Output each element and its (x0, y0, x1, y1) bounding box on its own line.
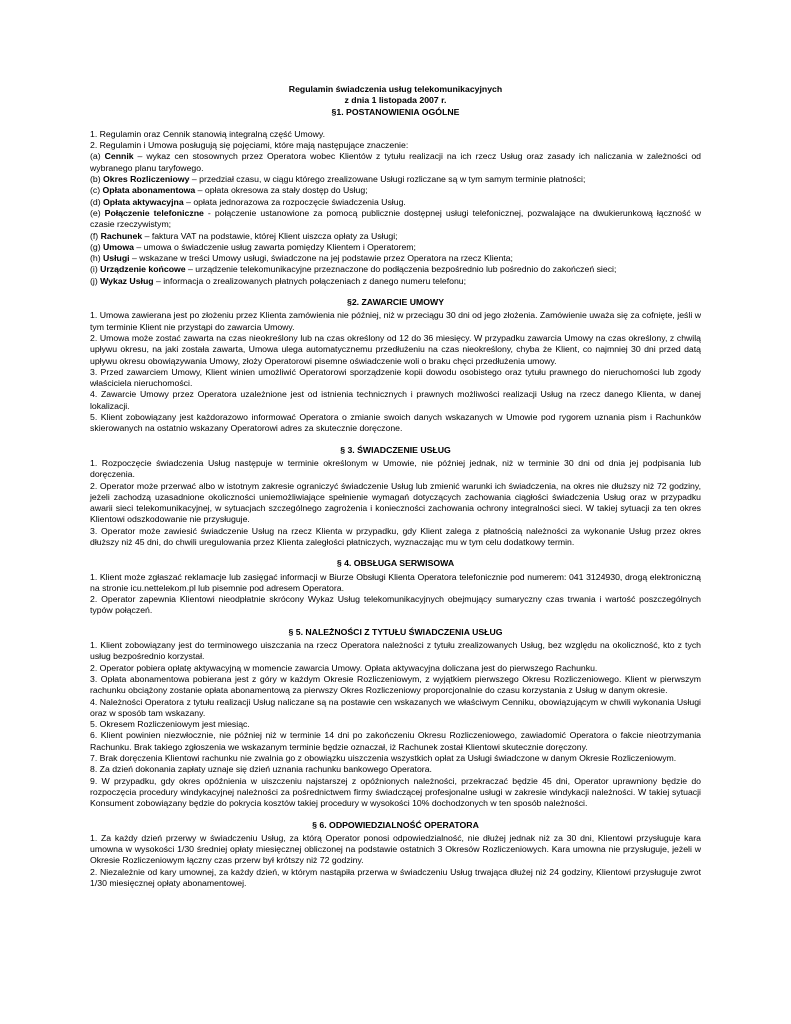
definition-item: (e) Połączenie telefoniczne - połączenie ustanowione za pomocą publicznie dostępnej usługi telefonicznej, pozwalające na dwukierunkową łączność w czasie rzeczywistym; (90, 207, 702, 230)
s5-paragraph: 6. Klient powinien niezwłocznie, nie później niż w terminie 14 dni po zakończeniu Okresu Rozliczeniowego, zawiadomić Operatora o fakcie nieotrzymania Rachunku. Brak takiego zgłoszenia we wskazanym terminie będzie oznaczał, iż Rachunek został Klientowi skutecznie doręczony. (90, 730, 701, 752)
s5-paragraph: 3. Opłata abonamentowa pobierana jest z góry w każdym Okresie Rozliczeniowym, z wyjątkiem pierwszego Okresu Rozliczeniowego. Klient w pierwszym rachunku obciążony zostanie opłata abonamentową za pierwszy Okres Rozliczeniowy proporcjonalnie do czasu korzystania z Usług w danym okresie. (90, 673, 701, 696)
definition-term: Okres Rozliczeniowy (103, 174, 190, 185)
definition-term: Cennik (104, 151, 134, 162)
s1-paragraph: 2. Regulamin i Umowa posługują się pojęciami, które mają następujące znaczenie: (90, 140, 409, 151)
document-date: z dnia 1 listopada 2007 r. (344, 95, 447, 106)
definition-term: Wykaz Usług (100, 275, 154, 286)
definition-term: Opłata abonamentowa (102, 185, 196, 196)
s2-paragraph: 1. Umowa zawierana jest po złożeniu przez Klienta zamówienia nie później, niż w przeciągu 30 dni od jego złożenia. Zamówienie uważa się za cofnięte, jeśli w tym terminie Klient nie przystąpi do zawarcia Umowy. (90, 310, 701, 332)
s5-paragraph: 7. Brak doręczenia Klientowi rachunku nie zwalnia go z obowiązku uiszczenia wszystkich opłat za Usługi świadczone w danym Okresie Rozliczeniowym. (90, 753, 677, 764)
s5-paragraph: 2. Operator pobiera opłatę aktywacyjną w momencie zawarcia Umowy. Opłata aktywacyjna doliczana jest do pierwszego Rachunku. (90, 662, 598, 673)
definition-term: Usługi (103, 253, 130, 264)
definition-term: Umowa (103, 241, 134, 252)
section-4-title: § 4. OBSŁUGA SERWISOWA (336, 558, 455, 569)
s2-paragraph: 2. Umowa może zostać zawarta na czas nieokreślony lub na czas określony od 12 do 36 miesięcy. W przypadku zawarcia Umowy na czas określony, z chwilą upływu okresu, na jaki została zawarta, Umowa ulega automatycznemu przedłużeniu na czas nieokreślony, chyba że Klient, co najmniej 30 dni przed datą upływu okresu obowiązywania Umowy, złoży Operatorowi pisemne oświadczenie woli o braku chęci przedłużenia umowy. (90, 332, 701, 366)
s4-paragraph: 2. Operator zapewnia Klientowi nieodpłatnie skrócony Wykaz Usług telekomunikacyjnych obejmujący sumaryczny czas trwania i wartość poszczególnych typów połączeń. (90, 594, 701, 616)
s1-paragraph: 1. Regulamin oraz Cennik stanowią integralną część Umowy. (90, 128, 325, 139)
s2-paragraph: 5. Klient zobowiązany jest każdorazowo informować Operatora o zmianie swoich danych wskazanych w Umowie pod rygorem uznania pism i Rachunków skierowanych na ostatnio wskazany Operatorowi adres za skutecznie doręczone. (90, 412, 701, 434)
s3-paragraph: 3. Operator może zawiesić świadczenie Usług na rzecz Klienta w przypadku, gdy Klient zalega z płatnością należności za wykonanie Usług przez okres dłuższy niż 45 dni, do chwili uregulowania przez Klienta zaległości płatniczych, wyznaczając mu w tym celu dodatkowy termin. (90, 525, 701, 547)
s6-paragraph: 2. Niezależnie od kary umownej, za każdy dzień, w którym nastąpiła przerwa w świadczeniu Usług trwająca dłużej niż 24 godziny, Klientowi przysługuje zwrot 1/30 miesięcznej opłaty abonamentowej. (90, 866, 701, 888)
document-title: Regulamin świadczenia usług telekomunikacyjnych (288, 84, 503, 94)
s6-paragraph: 1. Za każdy dzień przerwy w świadczeniu Usług, za którą Operator ponosi odpowiedzialność, nie dłużej jednak niż za 30 dni, Klientowi przysługuje kara umowna w wysokości 1/30 średniej opłaty miesięcznej obliczonej na podstawie ostatnich 3 Okresów Rozliczeniowych. Kara umowna nie przysługuje, jeżeli w Okresie Rozliczeniowym łączny czas przerw był krótszy niż 72 godziny. (90, 832, 701, 866)
s5-paragraph: 9. W przypadku, gdy okres opóźnienia w uiszczeniu najstarszej z opóźnionych należności, przekraczać będzie 45 dni, Operator uprawniony będzie do rozpoczęcia procedury windykacyjnej należności za pośrednictwem firmy świadczącej profesjonalne usługi w zakresie windykacji należności. W takiej sytuacji Konsument zobowiązany będzie do pokrycia kosztów takiej procedury w wysokości 10% dochodzonych w ten sposób należności. (90, 775, 701, 809)
s3-paragraph: 1. Rozpoczęcie świadczenia Usług następuje w terminie określonym w Umowie, nie później jednak, niż w terminie 30 dni od dnia jej podpisania lub doręczenia. (90, 457, 701, 480)
section-1-title: §1. POSTANOWIENIA OGÓLNE (331, 106, 460, 117)
definition-item: (c) Opłata abonamentowa – opłata okresowa za stały dostęp do Usług; (90, 185, 368, 196)
definition-term: Opłata aktywacyjna (103, 196, 184, 207)
section-2-title: §2. ZAWARCIE UMOWY (346, 297, 445, 308)
definition-item: (f) Rachunek – faktura VAT na podstawie, której Klient uiszcza opłaty za Usługi; (90, 230, 398, 241)
section-3-title: § 3. ŚWIADCZENIE USŁUG (340, 444, 451, 455)
s4-paragraph: 1. Klient może zgłaszać reklamacje lub zasięgać informacji w Biurze Obsługi Klienta Operatora telefonicznie pod numerem: 041 3124930, drogą elektroniczną na stronie icu.nettelekom.pl lub pisemnie pod adresem Operatora. (90, 571, 701, 593)
definition-item: (d) Opłata aktywacyjna – opłata jednorazowa za rozpoczęcie świadczenia Usług. (90, 196, 406, 207)
definition-item: (a) Cennik – wykaz cen stosownych przez Operatora wobec Klientów z tytułu realizacji na ich rzecz Usług oraz zasady ich naliczania w zależności od wybranego planu taryfowego. (90, 151, 701, 173)
definition-term: Połączenie telefoniczne (104, 207, 204, 218)
s3-paragraph: 2. Operator może przerwać albo w istotnym zakresie ograniczyć świadczenie Usług lub zmienić warunki ich świadczenia, na okres nie dłuższy niż 72 godziny, jeżeli zachodzą uzasadnione okoliczności uniemożliwiające spełnienie wymagań dotyczących zachowania ciągłości świadczenia Usług oraz w przypadku awarii sieci telekomunikacyjnej, w sytuacjach szczególnego zagrożenia i konieczności zachowania ochrony integralności sieci. W takiej sytuacji za ten okres Klientowi odszkodowanie nie przysługuje. (90, 480, 701, 525)
section-5-title: § 5. NALEŻNOŚCI Z TYTUŁU ŚWIADCZENIA USŁUG (288, 626, 503, 637)
definition-item: (j) Wykaz Usług – informacja o zrealizowanych płatnych połączeniach z danego numeru telefonu; (90, 275, 467, 286)
section-6-title: § 6. ODPOWIEDZIALNOŚĆ OPERATORA (312, 819, 479, 830)
s5-paragraph: 8. Za dzień dokonania zapłaty uznaje się dzień uznania rachunku bankowego Operatora. (90, 764, 432, 775)
definition-term: Urządzenie końcowe (100, 264, 186, 275)
s5-paragraph: 5. Okresem Rozliczeniowym jest miesiąc. (90, 719, 250, 730)
definition-item: (h) Usługi – wskazane w treści Umowy usługi, świadczone na jej podstawie przez Operatora na rzecz Klienta; (90, 253, 513, 264)
definition-item: (b) Okres Rozliczeniowy – przedział czasu, w ciągu którego zrealizowane Usługi rozliczane są w tym samym terminie płatności; (90, 174, 586, 185)
definition-term: Rachunek (100, 230, 143, 241)
s2-paragraph: 3. Przed zawarciem Umowy, Klient winien umożliwić Operatorowi sporządzenie kopii dowodu osobistego oraz tytułu prawnego do nieruchomości lub zgody właściciela nieruchomości. (90, 366, 701, 389)
s5-paragraph: 1. Klient zobowiązany jest do terminowego uiszczania na rzecz Operatora należności z tytułu zrealizowanych Usług, bez względu na okoliczność, kto z tych usług bezpośrednio korzystał. (90, 640, 701, 662)
s5-paragraph: 4. Należności Operatora z tytułu realizacji Usług naliczane są na postawie cen wskazanych we właściwym Cenniku, obowiązującym w chwili wykonania Usługi oraz w sposób tam wskazany. (90, 696, 701, 718)
s2-paragraph: 4. Zawarcie Umowy przez Operatora uzależnione jest od istnienia technicznych i prawnych możliwości realizacji Usług na rzecz danego Klienta, w danej lokalizacji. (90, 389, 701, 411)
definition-item: (g) Umowa – umowa o świadczenie usług zawarta pomiędzy Klientem i Operatorem; (90, 241, 416, 252)
definition-item: (i) Urządzenie końcowe – urządzenie telekomunikacyjne przeznaczone do podłączenia bezpośrednio lub pośrednio do zakończeń sieci; (90, 264, 617, 275)
